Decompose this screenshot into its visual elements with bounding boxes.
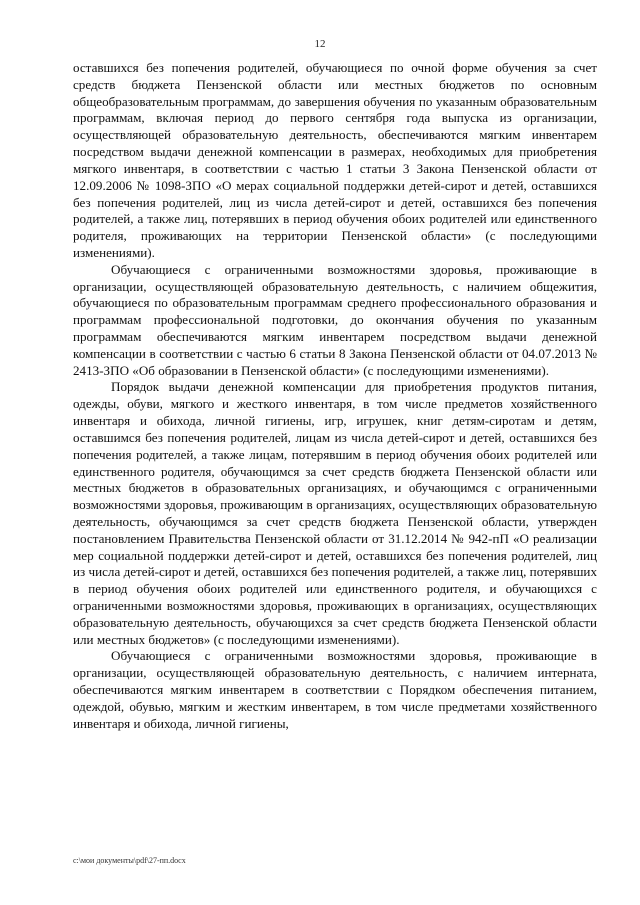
- page-number: 12: [314, 38, 326, 50]
- paragraph-ovz-dormitory: Обучающиеся с ограниченными возможностями здоровья, проживающие в организации, осуществляющей образовательную деятельность, с наличием общежития, обучающиеся по образовательным программам среднего профессионального образования и программам профессиональной подготовки, до окончания обучения по указанным программам обеспечиваются мягким инвентарем посредством выдачи денежной компенсации в соответствии с частью 6 статьи 8 Закона Пензенской области от 04.07.2013 № 2413-ЗПО «Об образовании в Пензенской области» (с последующими изменениями).: [73, 261, 597, 378]
- paragraph-ovz-boarding: Обучающиеся с ограниченными возможностями здоровья, проживающие в организации, осуществляющей образовательную деятельность, с наличием интерната, обеспечиваются мягким инвентарем в соответствии с Порядком обеспечения питанием, одеждой, обувью, мягким и жестким инвентарем, в том числе предметами хозяйственного инвентаря и обихода, личной гигиены,: [73, 648, 597, 731]
- footer-file-path: c:\мои документы\pdf\27-пп.docx: [73, 856, 186, 865]
- document-body: [73, 60, 597, 733]
- paragraph-continuation: оставшихся без попечения родителей, обучающиеся по очной форме обучения за счет средств бюджета Пензенской области или местных бюджетов по основным общеобразовательным программам, до завершения обучения по указанным образовательным программам, включая период до первого сентября года выпуска из организации, осуществляющей образовательную деятельность, обеспечиваются мягким инвентарем посредством выдачи денежной компенсации в размерах, необходимых для приобретения мягкого инвентаря, в соответствии с частью 1 статьи 3 Закона Пензенской области от 12.09.2006 № 1098-ЗПО «О мерах социальной поддержки детей-сирот и детей, оставшихся без попечения родителей, лиц из числа детей-сирот и детей, оставшихся без попечения родителей, а также лиц, потерявших в период обучения обоих родителей или единственного родителя, проживающих на территории Пензенской области» (с последующими изменениями).: [73, 60, 597, 260]
- paragraph-compensation-procedure: Порядок выдачи денежной компенсации для приобретения продуктов питания, одежды, обуви, мягкого и жесткого инвентаря, в том числе предметов хозяйственного инвентаря и обихода, личной гигиены, игр, игрушек, книг детям-сиротам и детям, оставшимся без попечения родителей, лицам из числа детей-сирот и детей, оставшихся без попечения родителей, а также лицам, потерявшим в период обучения обоих родителей или единственного родителя, обучающимся за счет средств бюджета Пензенской области или местных бюджетов в образовательных организациях, и обучающимся с ограниченными возможностями здоровья, проживающим в организациях, осуществляющих образовательную деятельность, обучающимся за счет средств бюджета Пензенской области, утвержден постановлением Правительства Пензенской области от 31.12.2014 № 942-пП «О реализации мер социальной поддержки детей-сирот и детей, оставшихся без попечения родителей, лиц из числа детей-сирот и детей, оставшихся без попечения родителей, а также лиц, потерявших в период обучения обоих родителей или единственного родителя, и обучающихся с ограниченными возможностями здоровья, проживающих в организациях, осуществляющих образовательную деятельность, обучающихся за счет средств бюджета Пензенской области или местных бюджетов» (с последующими изменениями).: [73, 379, 597, 647]
